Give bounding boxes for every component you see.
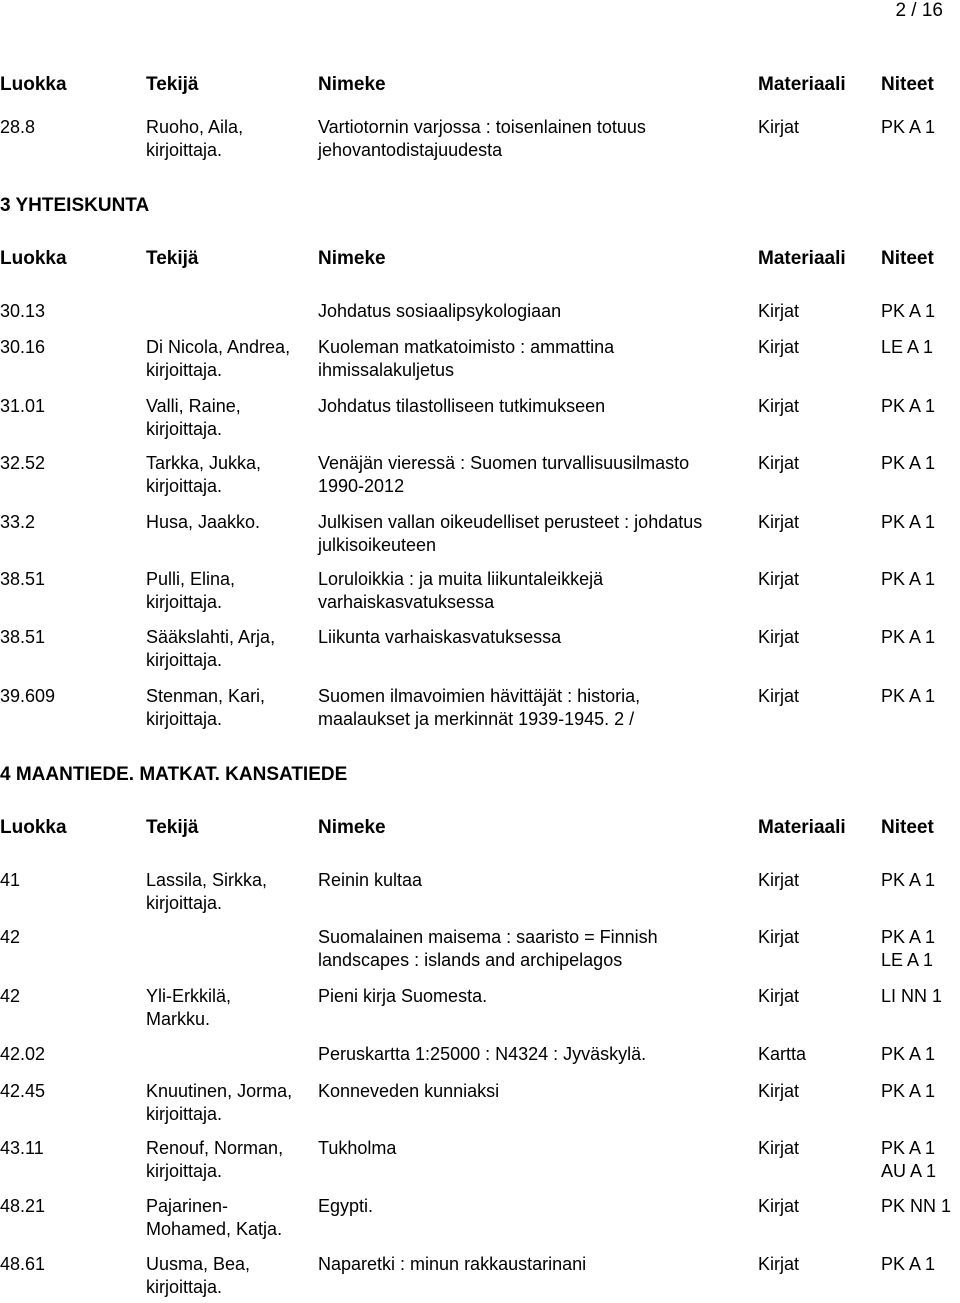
cell-niteet xyxy=(881,511,960,534)
column-header-materiaali: Materiaali xyxy=(758,248,846,269)
cell-nimeke xyxy=(318,452,758,498)
cell-tekija xyxy=(146,336,314,382)
cell-tekija-line: Pajarinen- xyxy=(146,1196,229,1216)
cell-niteet xyxy=(881,1080,960,1103)
cell-nimeke-line: ihmissalakuljetus xyxy=(318,360,455,380)
cell-luokka: 43.11 xyxy=(0,1138,44,1158)
cell-tekija-line: Tarkka, Jukka, xyxy=(146,453,262,473)
cell-tekija xyxy=(146,985,314,1031)
cell-luokka: 42.02 xyxy=(0,1044,46,1064)
cell-luokka: 42 xyxy=(0,927,21,947)
cell-niteet-line: PK A 1 xyxy=(881,686,936,706)
cell-luokka: 42 xyxy=(0,986,21,1006)
cell-nimeke-line: Vartiotornin varjossa : toisenlainen totuus xyxy=(318,117,646,137)
cell-tekija-line: kirjoittaja. xyxy=(146,1161,223,1181)
section-heading: 4 MAANTIEDE. MATKAT. KANSATIEDE xyxy=(0,764,348,785)
cell-tekija-line: kirjoittaja. xyxy=(146,419,223,439)
cell-tekija xyxy=(146,452,314,498)
cell-tekija-line: Markku. xyxy=(146,1009,211,1029)
cell-tekija-line: kirjoittaja. xyxy=(146,140,223,160)
cell-niteet xyxy=(881,336,960,359)
column-header-luokka: Luokka xyxy=(0,74,67,95)
cell-luokka: 38.51 xyxy=(0,569,46,589)
cell-nimeke-line: julkisoikeuteen xyxy=(318,535,437,555)
cell-niteet-line: PK A 1 xyxy=(881,927,936,947)
cell-nimeke xyxy=(318,985,758,1008)
cell-nimeke-line: Liikunta varhaiskasvatuksessa xyxy=(318,627,562,647)
cell-nimeke xyxy=(318,116,758,162)
cell-nimeke-line: Johdatus tilastolliseen tutkimukseen xyxy=(318,396,606,416)
cell-materiaali: Kirjat xyxy=(758,627,800,647)
cell-niteet-line: LI NN 1 xyxy=(881,986,943,1006)
cell-nimeke xyxy=(318,568,758,614)
column-header-nimeke: Nimeke xyxy=(318,74,386,95)
cell-tekija-line: Valli, Raine, xyxy=(146,396,241,416)
cell-tekija-line: kirjoittaja. xyxy=(146,893,223,913)
column-header-niteet: Niteet xyxy=(881,248,934,269)
cell-nimeke xyxy=(318,1043,758,1066)
cell-tekija-line: Knuutinen, Jorma, xyxy=(146,1081,293,1101)
cell-nimeke xyxy=(318,685,758,731)
cell-tekija xyxy=(146,568,314,614)
cell-niteet xyxy=(881,985,960,1008)
cell-tekija-line: Lassila, Sirkka, xyxy=(146,870,268,890)
cell-luokka: 33.2 xyxy=(0,512,36,532)
cell-tekija-line: kirjoittaja. xyxy=(146,360,223,380)
cell-nimeke-line: Naparetki : minun rakkaustarinani xyxy=(318,1254,587,1274)
cell-nimeke xyxy=(318,626,758,649)
cell-tekija-line: Ruoho, Aila, xyxy=(146,117,244,137)
cell-nimeke-line: varhaiskasvatuksessa xyxy=(318,592,495,612)
cell-nimeke xyxy=(318,1253,758,1276)
cell-nimeke-line: Pieni kirja Suomesta. xyxy=(318,986,488,1006)
cell-niteet-line: PK A 1 xyxy=(881,870,936,890)
cell-tekija xyxy=(146,1080,314,1126)
column-header-materiaali: Materiaali xyxy=(758,74,846,95)
cell-niteet-line: PK A 1 xyxy=(881,569,936,589)
cell-luokka: 38.51 xyxy=(0,627,46,647)
cell-tekija xyxy=(146,626,314,672)
cell-niteet-line: PK A 1 xyxy=(881,1044,936,1064)
cell-luokka: 39.609 xyxy=(0,686,56,706)
cell-nimeke-line: landscapes : islands and archipelagos xyxy=(318,950,623,970)
cell-luokka: 31.01 xyxy=(0,396,46,416)
cell-luokka: 32.52 xyxy=(0,453,46,473)
cell-tekija-line: kirjoittaja. xyxy=(146,1104,223,1124)
column-header-luokka: Luokka xyxy=(0,817,67,838)
cell-materiaali: Kirjat xyxy=(758,870,800,890)
cell-nimeke-line: Konneveden kunniaksi xyxy=(318,1081,500,1101)
cell-luokka: 41 xyxy=(0,870,21,890)
cell-tekija-line: Husa, Jaakko. xyxy=(146,512,261,532)
cell-nimeke-line: Julkisen vallan oikeudelliset perusteet : johdatus xyxy=(318,512,703,532)
cell-tekija-line: kirjoittaja. xyxy=(146,592,223,612)
cell-niteet xyxy=(881,452,960,475)
cell-materiaali: Kirjat xyxy=(758,986,800,1006)
cell-niteet-line: LE A 1 xyxy=(881,337,934,357)
cell-tekija-line: Yli-Erkkilä, xyxy=(146,986,232,1006)
cell-materiaali: Kirjat xyxy=(758,686,800,706)
cell-tekija-line: kirjoittaja. xyxy=(146,476,223,496)
cell-nimeke-line: Peruskartta 1:25000 : N4324 : Jyväskylä. xyxy=(318,1044,647,1064)
cell-niteet-line: AU A 1 xyxy=(881,1161,937,1181)
cell-nimeke-line: maalaukset ja merkinnät 1939-1945. 2 / xyxy=(318,709,635,729)
cell-niteet-line: PK A 1 xyxy=(881,1138,936,1158)
cell-niteet-line: PK A 1 xyxy=(881,453,936,473)
cell-tekija-line: kirjoittaja. xyxy=(146,1277,223,1297)
cell-materiaali: Kirjat xyxy=(758,117,800,137)
cell-niteet xyxy=(881,116,960,139)
cell-nimeke xyxy=(318,926,758,972)
cell-luokka: 30.16 xyxy=(0,337,46,357)
cell-nimeke xyxy=(318,1195,758,1218)
cell-tekija-line: Di Nicola, Andrea, xyxy=(146,337,291,357)
cell-niteet xyxy=(881,1253,960,1276)
cell-materiaali: Kartta xyxy=(758,1044,807,1064)
cell-tekija-line: Renouf, Norman, xyxy=(146,1138,284,1158)
cell-niteet xyxy=(881,395,960,418)
cell-tekija xyxy=(146,1137,314,1183)
column-header-nimeke: Nimeke xyxy=(318,248,386,269)
cell-tekija-line: Sääkslahti, Arja, xyxy=(146,627,276,647)
cell-niteet xyxy=(881,626,960,649)
cell-tekija xyxy=(146,1195,314,1241)
cell-materiaali: Kirjat xyxy=(758,453,800,473)
cell-niteet-line: PK A 1 xyxy=(881,512,936,532)
cell-tekija-line: kirjoittaja. xyxy=(146,709,223,729)
section-heading: 3 YHTEISKUNTA xyxy=(0,195,150,216)
cell-niteet xyxy=(881,926,960,972)
cell-niteet xyxy=(881,568,960,591)
cell-nimeke-line: Tukholma xyxy=(318,1138,397,1158)
cell-niteet xyxy=(881,869,960,892)
cell-luokka: 30.13 xyxy=(0,301,46,321)
cell-tekija xyxy=(146,869,314,915)
cell-materiaali: Kirjat xyxy=(758,927,800,947)
cell-tekija-line: Uusma, Bea, xyxy=(146,1254,251,1274)
column-header-tekija: Tekijä xyxy=(146,817,199,838)
cell-tekija xyxy=(146,116,314,162)
cell-nimeke-line: Reinin kultaa xyxy=(318,870,423,890)
cell-materiaali: Kirjat xyxy=(758,512,800,532)
cell-nimeke-line: Kuoleman matkatoimisto : ammattina xyxy=(318,337,615,357)
cell-nimeke xyxy=(318,511,758,557)
column-header-luokka: Luokka xyxy=(0,248,67,269)
cell-nimeke xyxy=(318,395,758,418)
cell-materiaali: Kirjat xyxy=(758,337,800,357)
cell-nimeke xyxy=(318,336,758,382)
cell-materiaali: Kirjat xyxy=(758,569,800,589)
cell-tekija xyxy=(146,685,314,731)
cell-luokka: 48.21 xyxy=(0,1196,46,1216)
column-header-tekija: Tekijä xyxy=(146,248,199,269)
cell-luokka: 48.61 xyxy=(0,1254,46,1274)
cell-tekija-line: Stenman, Kari, xyxy=(146,686,266,706)
cell-niteet xyxy=(881,685,960,708)
cell-luokka: 28.8 xyxy=(0,117,36,137)
cell-nimeke xyxy=(318,1137,758,1160)
cell-tekija xyxy=(146,1253,314,1299)
cell-nimeke-line: Suomen ilmavoimien hävittäjät : historia, xyxy=(318,686,641,706)
cell-materiaali: Kirjat xyxy=(758,1254,800,1274)
cell-tekija-line: Pulli, Elina, xyxy=(146,569,236,589)
cell-niteet-line: PK A 1 xyxy=(881,627,936,647)
cell-nimeke xyxy=(318,300,758,323)
cell-niteet-line: PK A 1 xyxy=(881,301,936,321)
column-header-niteet: Niteet xyxy=(881,74,934,95)
page-number: 2 / 16 xyxy=(895,0,943,21)
cell-niteet xyxy=(881,1043,960,1066)
cell-niteet-line: PK A 1 xyxy=(881,1081,936,1101)
cell-nimeke xyxy=(318,869,758,892)
cell-nimeke-line: Suomalainen maisema : saaristo = Finnish xyxy=(318,927,658,947)
cell-niteet xyxy=(881,300,960,323)
cell-materiaali: Kirjat xyxy=(758,301,800,321)
cell-nimeke-line: 1990-2012 xyxy=(318,476,405,496)
cell-nimeke-line: Loruloikkia : ja muita liikuntaleikkejä xyxy=(318,569,604,589)
cell-tekija xyxy=(146,395,314,441)
cell-materiaali: Kirjat xyxy=(758,1196,800,1216)
cell-nimeke-line: Johdatus sosiaalipsykologiaan xyxy=(318,301,562,321)
cell-nimeke xyxy=(318,1080,758,1103)
cell-niteet-line: PK A 1 xyxy=(881,117,936,137)
cell-materiaali: Kirjat xyxy=(758,1081,800,1101)
cell-nimeke-line: jehovantodistajuudesta xyxy=(318,140,503,160)
column-header-nimeke: Nimeke xyxy=(318,817,386,838)
cell-materiaali: Kirjat xyxy=(758,1138,800,1158)
cell-niteet-line: PK A 1 xyxy=(881,1254,936,1274)
column-header-tekija: Tekijä xyxy=(146,74,199,95)
cell-tekija-line: Mohamed, Katja. xyxy=(146,1219,283,1239)
cell-tekija xyxy=(146,511,314,534)
cell-niteet xyxy=(881,1137,960,1183)
cell-nimeke-line: Venäjän vieressä : Suomen turvallisuusilmasto xyxy=(318,453,690,473)
cell-materiaali: Kirjat xyxy=(758,396,800,416)
cell-nimeke-line: Egypti. xyxy=(318,1196,374,1216)
cell-niteet-line: PK NN 1 xyxy=(881,1196,952,1216)
column-header-niteet: Niteet xyxy=(881,817,934,838)
cell-tekija-line: kirjoittaja. xyxy=(146,650,223,670)
cell-niteet xyxy=(881,1195,960,1218)
cell-niteet-line: PK A 1 xyxy=(881,396,936,416)
column-header-materiaali: Materiaali xyxy=(758,817,846,838)
cell-luokka: 42.45 xyxy=(0,1081,46,1101)
cell-niteet-line: LE A 1 xyxy=(881,950,934,970)
